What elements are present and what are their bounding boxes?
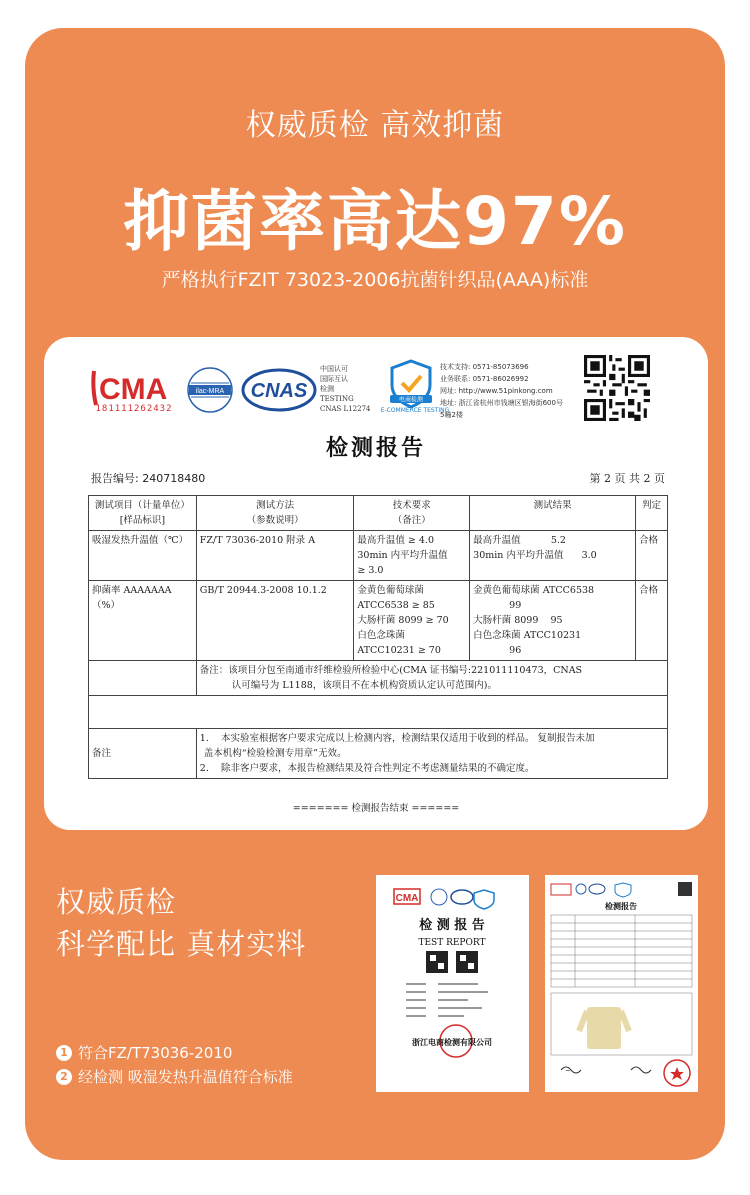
table-row: 吸湿发热升温值（℃） FZ/T 73036-2010 附录 A 最高升温值 ≥ 4.0 30min 内平均升温值 ≥ 3.0 最高升温值 5.2 30min 内平均升温值 3.0 合格 [89,531,668,581]
bottom-heading-2: 科学配比 真材实料 [56,927,307,961]
hero-standard: 严格执行FZIT 73023-2006抗菌针织品(AAA)标准 [161,269,589,291]
report-end-marker: ======= 检测报告结束 ====== [292,803,460,814]
report-logo-bar [44,337,708,437]
report-title: 检测报告 [325,435,426,461]
bottom-heading-1: 权威质检 [56,885,177,919]
number-badge-icon: 1 [56,1045,72,1061]
contact-info: 技术支持: 0571-85073696 业务联系: 0571-86026992 网址: http://www.51pinkong.com 地址: 浙江省杭州市钱塘区银海街600号 5幢2楼 [440,363,563,419]
report-number: 报告编号: 240718480 [91,472,206,485]
test-report-card [44,337,708,830]
report-page-indicator: 第 2 页 共 2 页 [589,472,665,485]
svg-text:CMA: CMA [395,893,419,904]
table-row: 抑菌率 AAAAAAA （%） GB/T 20944.3-2008 10.1.2 金黄色葡萄球菌 ATCC6538 ≥ 85 大肠杆菌 8099 ≥ 70 白色念珠菌 ATCC10231 ≥ 70 金黄色葡萄球菌 ATCC6538 99 大肠杆菌 8099 95 白色念珠菌 ATCC10231 96 合格 [89,581,668,661]
svg-text:TEST REPORT: TEST REPORT [418,938,486,948]
feature-point-2: 2 经检测 吸湿发热升温值符合标准 [56,1066,293,1087]
cnas-logo-icon [240,365,318,415]
report-detail-image-icon [545,875,698,1092]
hero-subtitle: 权威质检 高效抑菌 [245,108,505,143]
report-detail-thumbnail [545,875,698,1092]
report-cover-thumbnail [376,875,529,1092]
svg-text:浙江电商检测有限公司: 浙江电商检测有限公司 [412,1038,492,1047]
table-note-row: 备注：该项目分包至南通市纤维检验所检验中心(CMA 证书编号:221011110473，CNAS 认可编号为 L1188，该项目不在本机构资质认定认可范围内)。 [89,661,668,696]
table-empty-row [89,696,668,729]
cnas-logo-text: CNAS [250,380,308,402]
svg-text:检测报告: 检测报告 [605,901,637,911]
ecommerce-testing-label: E-COMMERCE TESTING [380,407,450,414]
feature-point-1: 1 符合FZ/T73036-2010 [56,1042,232,1063]
report-table [88,495,668,779]
intl-recognition-text: 中国认可 国际互认 检测 TESTING CNAS L12274 [320,365,371,413]
cma-number: 181111262432 [95,404,173,414]
svg-text:电商检测: 电商检测 [398,396,424,404]
ilac-mra-logo-icon [185,365,235,415]
table-header-row: 测试项目（计量单位） [样品标识] 测试方法 （参数说明） 技术要求 （备注） 测试结果 判定 [89,496,668,531]
ilac-logo-text: ilac-MRA [195,388,225,395]
number-badge-icon: 2 [56,1069,72,1085]
svg-text:~: ~ [565,1067,571,1075]
table-remarks-row: 备注 1. 本实验室根据客户要求完成以上检测内容，检测结果仅适用于收到的样品。 复制报告未加 盖本机构“检验检测专用章”无效。 2. 除非客户要求，本报告检测结果及符合性判定不考虑测量结果的不确定度。 [89,729,668,779]
report-cover-image-icon [376,875,529,1092]
svg-text:检 测 报 告: 检 测 报 告 [419,918,485,933]
cma-logo-text: CMA [99,373,168,406]
qr-code-icon [584,355,650,421]
hero-headline: 抑菌率高达97% [123,183,627,260]
